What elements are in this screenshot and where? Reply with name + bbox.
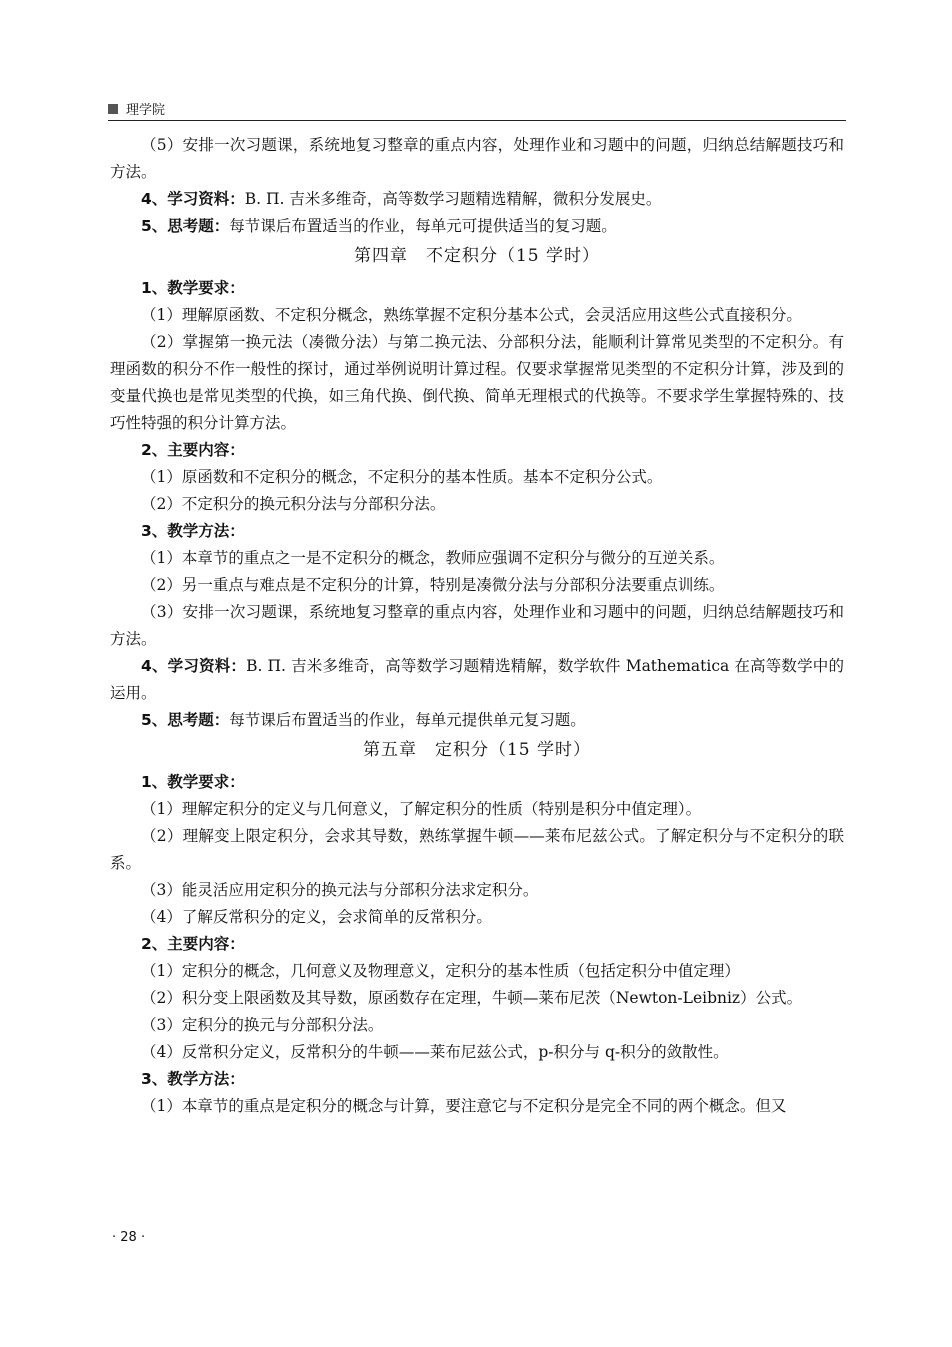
paragraph: （3）定积分的换元与分部积分法。 bbox=[141, 1016, 384, 1034]
section-item bbox=[110, 437, 844, 464]
paragraph: （4）反常积分定义，反常积分的牛顿——莱布尼兹公式，p-积分与 q-积分的敛散性。 bbox=[141, 1043, 729, 1061]
paragraph: （2）掌握第一换元法（凑微分法）与第二换元法、分部积分法，能顺利计算常见类型的不定积分。有理函数的积分不作一般性的探讨，通过举例说明计算过程。仅要求掌握常见类型的不定积分计算，涉及到的变量代换也是常见类型的代换，如三角代换、倒代换、简单无理根式的代换等。不要求学生掌握特殊的、技巧性特强的积分计算方法。 bbox=[110, 333, 844, 432]
section-item bbox=[110, 275, 844, 302]
section-label: 3、教学方法： bbox=[141, 522, 245, 540]
paragraph: （5）安排一次习题课，系统地复习整章的重点内容，处理作业和习题中的问题，归纳总结解题技巧和方法。 bbox=[110, 136, 844, 181]
paragraph: （3）安排一次习题课，系统地复习整章的重点内容，处理作业和习题中的问题，归纳总结解题技巧和方法。 bbox=[110, 603, 844, 648]
section-text: B. П. 吉米多维奇，高等数学习题精选精解，数学软件 Mathematica 在高等数学中的运用。 bbox=[110, 657, 844, 702]
paragraph: （2）积分变上限函数及其导数，原函数存在定理，牛顿—莱布尼茨（Newton-Leibniz）公式。 bbox=[141, 989, 803, 1007]
section-label: 5、思考题： bbox=[141, 217, 230, 235]
section-item bbox=[110, 707, 844, 734]
paragraph: （2）不定积分的换元积分法与分部积分法。 bbox=[141, 495, 446, 513]
section-text: 每节课后布置适当的作业，每单元提供单元复习题。 bbox=[229, 711, 586, 729]
running-header bbox=[108, 98, 846, 121]
section-label: 5、思考题： bbox=[141, 711, 230, 729]
section-item bbox=[110, 931, 844, 958]
paragraph: （1）理解定积分的定义与几何意义，了解定积分的性质（特别是积分中值定理）。 bbox=[141, 800, 702, 818]
paragraph: （1）本章节的重点是定积分的概念与计算，要注意它与不定积分是完全不同的两个概念。但又 bbox=[141, 1097, 787, 1115]
section-label: 4、学习资料： bbox=[141, 190, 245, 208]
section-label: 1、教学要求： bbox=[141, 773, 245, 791]
section-text: 每节课后布置适当的作业，每单元可提供适当的复习题。 bbox=[229, 217, 617, 235]
paragraph: （1）原函数和不定积分的概念，不定积分的基本性质。基本不定积分公式。 bbox=[141, 468, 663, 486]
header-label: 理学院 bbox=[126, 103, 166, 118]
paragraph: （2）另一重点与难点是不定积分的计算，特别是凑微分法与分部积分法要重点训练。 bbox=[141, 576, 725, 594]
section-label: 4、学习资料： bbox=[141, 657, 247, 675]
paragraph: （4）了解反常积分的定义，会求简单的反常积分。 bbox=[141, 908, 492, 926]
section-item bbox=[110, 518, 844, 545]
paragraph: （2）理解变上限定积分，会求其导数，熟练掌握牛顿——莱布尼兹公式。了解定积分与不定积分的联系。 bbox=[110, 827, 844, 872]
chapter-title: 第四章 不定积分（15 学时） bbox=[353, 246, 601, 266]
section-label: 1、教学要求： bbox=[141, 279, 245, 297]
page-number: · 28 · bbox=[112, 1230, 146, 1245]
paragraph: （1）理解原函数、不定积分概念，熟练掌握不定积分基本公式，会灵活应用这些公式直接积分。 bbox=[141, 306, 802, 324]
section-item bbox=[110, 213, 844, 240]
paragraph: （1）定积分的概念，几何意义及物理意义，定积分的基本性质（包括定积分中值定理） bbox=[141, 962, 740, 980]
paragraph: （3）能灵活应用定积分的换元法与分部积分法求定积分。 bbox=[141, 881, 539, 899]
section-item bbox=[110, 769, 844, 796]
paragraph: （1）本章节的重点之一是不定积分的概念，教师应强调不定积分与微分的互逆关系。 bbox=[141, 549, 725, 567]
section-label: 2、主要内容： bbox=[141, 441, 245, 459]
header-square-icon bbox=[108, 104, 118, 114]
section-item bbox=[110, 1066, 844, 1093]
page-body bbox=[110, 132, 844, 1120]
section-item bbox=[110, 186, 844, 213]
section-label: 3、教学方法： bbox=[141, 1070, 245, 1088]
section-label: 2、主要内容： bbox=[141, 935, 245, 953]
section-item bbox=[110, 653, 844, 707]
chapter-title: 第五章 定积分（15 学时） bbox=[362, 740, 592, 760]
section-text: B. П. 吉米多维奇，高等数学习题精选精解，微积分发展史。 bbox=[244, 190, 662, 208]
